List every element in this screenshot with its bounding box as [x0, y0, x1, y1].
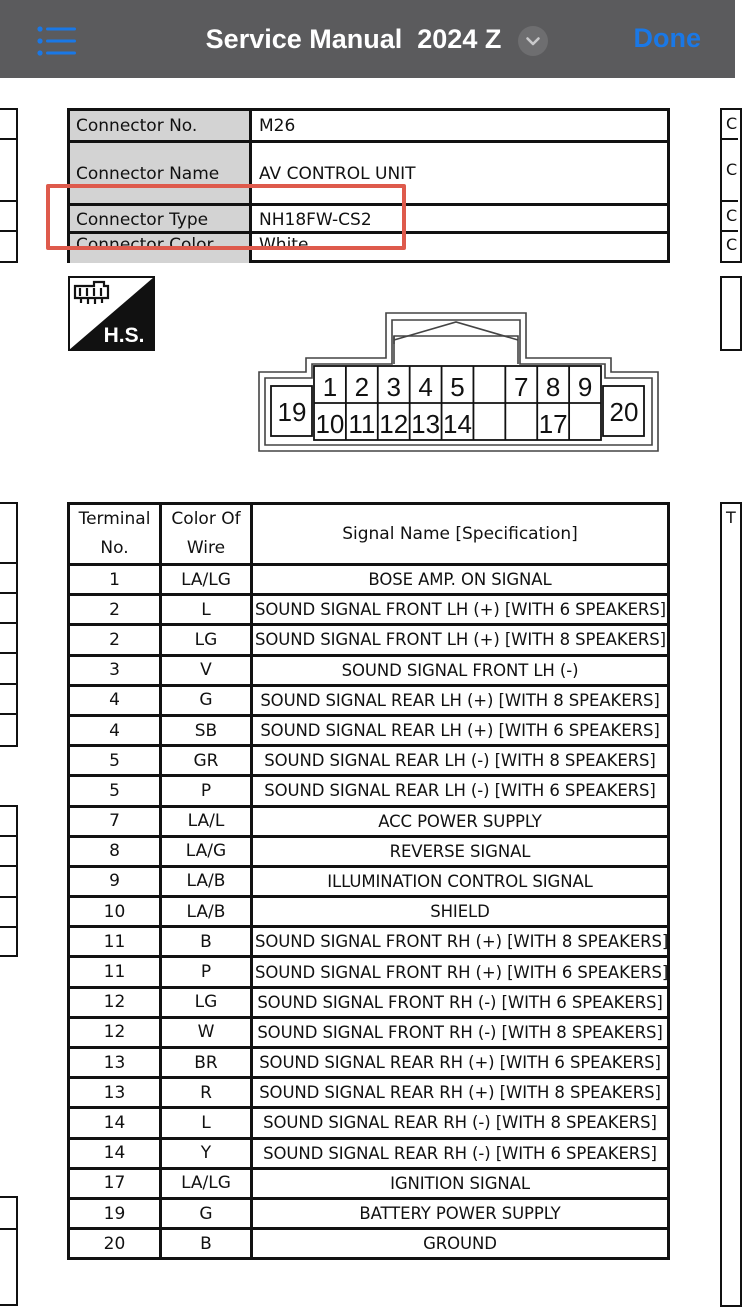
- table-header-row: [69, 504, 669, 565]
- table-row: [69, 1017, 669, 1047]
- wire-color-cell: LA/LG: [161, 565, 252, 595]
- pin-label: 14: [443, 409, 472, 439]
- table-row: [69, 655, 669, 685]
- right-fragment-letter: C: [726, 114, 738, 133]
- list-icon[interactable]: [36, 26, 78, 56]
- table-row: [69, 957, 669, 987]
- connector-color-label: Connector Color: [70, 234, 252, 263]
- wire-color-cell: P: [161, 957, 252, 987]
- right-fragment-header: T: [726, 508, 736, 527]
- signal-name-cell: ACC POWER SUPPLY: [252, 806, 669, 836]
- pin-label: 8: [545, 372, 561, 402]
- table-row: [69, 715, 669, 745]
- signal-name-cell: SOUND SIGNAL REAR RH (-) [WITH 8 SPEAKERS]: [252, 1108, 669, 1138]
- wire-color-cell: LA/G: [161, 836, 252, 866]
- terminal-number-cell: 12: [69, 1017, 161, 1047]
- signal-name-header: Signal Name [Specification]: [252, 504, 669, 565]
- connector-number-value: M26: [259, 115, 296, 136]
- signal-name-cell: SOUND SIGNAL REAR RH (+) [WITH 6 SPEAKERS]: [252, 1048, 669, 1078]
- wire-color-cell: Y: [161, 1138, 252, 1168]
- terminal-number-cell: 19: [69, 1198, 161, 1228]
- navigation-bar: [0, 0, 735, 78]
- connector-type-label: Connector Type: [70, 206, 252, 233]
- connector-type-value: NH18FW-CS2: [259, 209, 372, 230]
- wire-color-cell: SB: [161, 715, 252, 745]
- terminal-number-cell: 9: [69, 866, 161, 896]
- pin-label: 2: [354, 372, 370, 402]
- signal-name-cell: SOUND SIGNAL FRONT LH (+) [WITH 6 SPEAKERS]: [252, 595, 669, 625]
- wire-color-cell: LG: [161, 625, 252, 655]
- signal-name-cell: SOUND SIGNAL FRONT RH (-) [WITH 8 SPEAKERS]: [252, 1017, 669, 1047]
- table-row: [69, 746, 669, 776]
- wire-color-cell: LA/LG: [161, 1168, 252, 1198]
- wire-color-cell: LA/L: [161, 806, 252, 836]
- table-row: [69, 836, 669, 866]
- wire-color-cell: LG: [161, 987, 252, 1017]
- terminal-number-cell: 13: [69, 1078, 161, 1108]
- terminal-number-cell: 10: [69, 897, 161, 927]
- terminal-number-cell: 8: [69, 836, 161, 866]
- signal-name-cell: SHIELD: [252, 897, 669, 927]
- table-row: [69, 595, 669, 625]
- terminal-number-cell: 14: [69, 1108, 161, 1138]
- pin-label: 9: [577, 372, 593, 402]
- wire-color-cell: P: [161, 776, 252, 806]
- pin-label: 10: [315, 409, 345, 439]
- signal-name-cell: SOUND SIGNAL REAR RH (+) [WITH 8 SPEAKERS]: [252, 1078, 669, 1108]
- pin-label: 12: [379, 409, 409, 439]
- signal-name-cell: SOUND SIGNAL FRONT RH (+) [WITH 8 SPEAKERS]: [252, 927, 669, 957]
- terminal-number-cell: 4: [69, 715, 161, 745]
- wire-color-cell: V: [161, 655, 252, 685]
- wire-color-cell: R: [161, 1078, 252, 1108]
- table-row: [69, 685, 669, 715]
- terminal-number-cell: 11: [69, 927, 161, 957]
- terminal-number-cell: 17: [69, 1168, 161, 1198]
- table-row: [69, 565, 669, 595]
- terminal-number-cell: 1: [69, 565, 161, 595]
- pin-label: 13: [411, 409, 441, 439]
- table-row: [69, 866, 669, 896]
- table-row: [69, 987, 669, 1017]
- signal-name-cell: SOUND SIGNAL FRONT LH (-): [252, 655, 669, 685]
- done-button[interactable]: Done: [633, 23, 701, 53]
- terminal-number-cell: 2: [69, 625, 161, 655]
- terminal-table: [67, 502, 670, 1260]
- table-row: [69, 1198, 669, 1228]
- terminal-header: Terminal No.: [69, 504, 161, 565]
- terminal-number-cell: 4: [69, 685, 161, 715]
- table-row: [69, 776, 669, 806]
- wire-color-cell: B: [161, 927, 252, 957]
- pin-label: 3: [386, 372, 401, 402]
- title-menu-button[interactable]: [518, 26, 548, 56]
- table-row: [69, 1108, 669, 1138]
- pin-label: 19: [277, 397, 307, 427]
- wire-color-cell: B: [161, 1229, 252, 1259]
- document-title: Service Manual 2024 Z: [205, 23, 502, 54]
- terminal-number-cell: 12: [69, 987, 161, 1017]
- terminal-number-cell: 13: [69, 1048, 161, 1078]
- pin-label: 4: [418, 372, 433, 402]
- right-fragment-letter: C: [726, 160, 738, 179]
- wire-color-cell: G: [161, 1198, 252, 1228]
- pin-label: 11: [348, 409, 376, 439]
- signal-name-cell: IGNITION SIGNAL: [252, 1168, 669, 1198]
- wire-color-cell: GR: [161, 746, 252, 776]
- harness-side-badge: [68, 276, 155, 351]
- pin-label: 17: [538, 409, 568, 439]
- signal-name-cell: ILLUMINATION CONTROL SIGNAL: [252, 866, 669, 896]
- table-row: [69, 1078, 669, 1108]
- terminal-number-cell: 14: [69, 1138, 161, 1168]
- highlight-annotation: [46, 184, 406, 250]
- wire-color-cell: L: [161, 595, 252, 625]
- terminal-number-cell: 2: [69, 595, 161, 625]
- table-row: [69, 1048, 669, 1078]
- signal-name-cell: GROUND: [252, 1229, 669, 1259]
- pin-label: 7: [514, 372, 529, 402]
- pin-label: 1: [322, 372, 338, 402]
- chevron-down-icon: [518, 26, 548, 56]
- signal-name-cell: SOUND SIGNAL REAR LH (+) [WITH 6 SPEAKERS]: [252, 715, 669, 745]
- table-row: [69, 1138, 669, 1168]
- wire-color-header: Color Of Wire: [161, 504, 252, 565]
- right-fragment-letter: C: [726, 206, 738, 225]
- terminal-number-cell: 7: [69, 806, 161, 836]
- wire-color-cell: LA/B: [161, 866, 252, 896]
- terminal-number-cell: 11: [69, 957, 161, 987]
- wire-color-cell: LA/B: [161, 897, 252, 927]
- table-row: [69, 1168, 669, 1198]
- connector-number-label: Connector No.: [70, 111, 252, 140]
- connector-name-value: AV CONTROL UNIT: [259, 164, 416, 184]
- connector-color-value: White: [259, 235, 309, 255]
- signal-name-cell: SOUND SIGNAL REAR RH (-) [WITH 6 SPEAKERS]: [252, 1138, 669, 1168]
- wire-color-cell: G: [161, 685, 252, 715]
- table-row: [69, 806, 669, 836]
- right-fragment-letter: C: [726, 235, 738, 254]
- connector-name-label: Connector Name: [70, 143, 252, 203]
- signal-name-cell: SOUND SIGNAL FRONT RH (-) [WITH 6 SPEAKERS]: [252, 987, 669, 1017]
- signal-name-cell: SOUND SIGNAL REAR LH (-) [WITH 8 SPEAKERS]: [252, 746, 669, 776]
- terminal-number-cell: 20: [69, 1229, 161, 1259]
- signal-name-cell: SOUND SIGNAL FRONT LH (+) [WITH 8 SPEAKERS]: [252, 625, 669, 655]
- terminal-number-cell: 3: [69, 655, 161, 685]
- signal-name-cell: SOUND SIGNAL REAR LH (+) [WITH 8 SPEAKERS]: [252, 685, 669, 715]
- connector-pinout-diagram: [256, 310, 662, 455]
- table-row: [69, 1229, 669, 1259]
- wire-color-cell: W: [161, 1017, 252, 1047]
- terminal-number-cell: 5: [69, 776, 161, 806]
- table-row: [69, 927, 669, 957]
- signal-name-cell: REVERSE SIGNAL: [252, 836, 669, 866]
- hs-badge-text: H.S.: [103, 324, 145, 347]
- signal-name-cell: BATTERY POWER SUPPLY: [252, 1198, 669, 1228]
- wire-color-cell: L: [161, 1108, 252, 1138]
- pin-label: 20: [609, 397, 639, 427]
- pin-label: 5: [450, 372, 465, 402]
- signal-name-cell: BOSE AMP. ON SIGNAL: [252, 565, 669, 595]
- table-row: [69, 897, 669, 927]
- signal-name-cell: SOUND SIGNAL FRONT RH (+) [WITH 6 SPEAKERS]: [252, 957, 669, 987]
- signal-name-cell: SOUND SIGNAL REAR LH (-) [WITH 6 SPEAKERS]: [252, 776, 669, 806]
- terminal-number-cell: 5: [69, 746, 161, 776]
- wire-color-cell: BR: [161, 1048, 252, 1078]
- table-row: [69, 625, 669, 655]
